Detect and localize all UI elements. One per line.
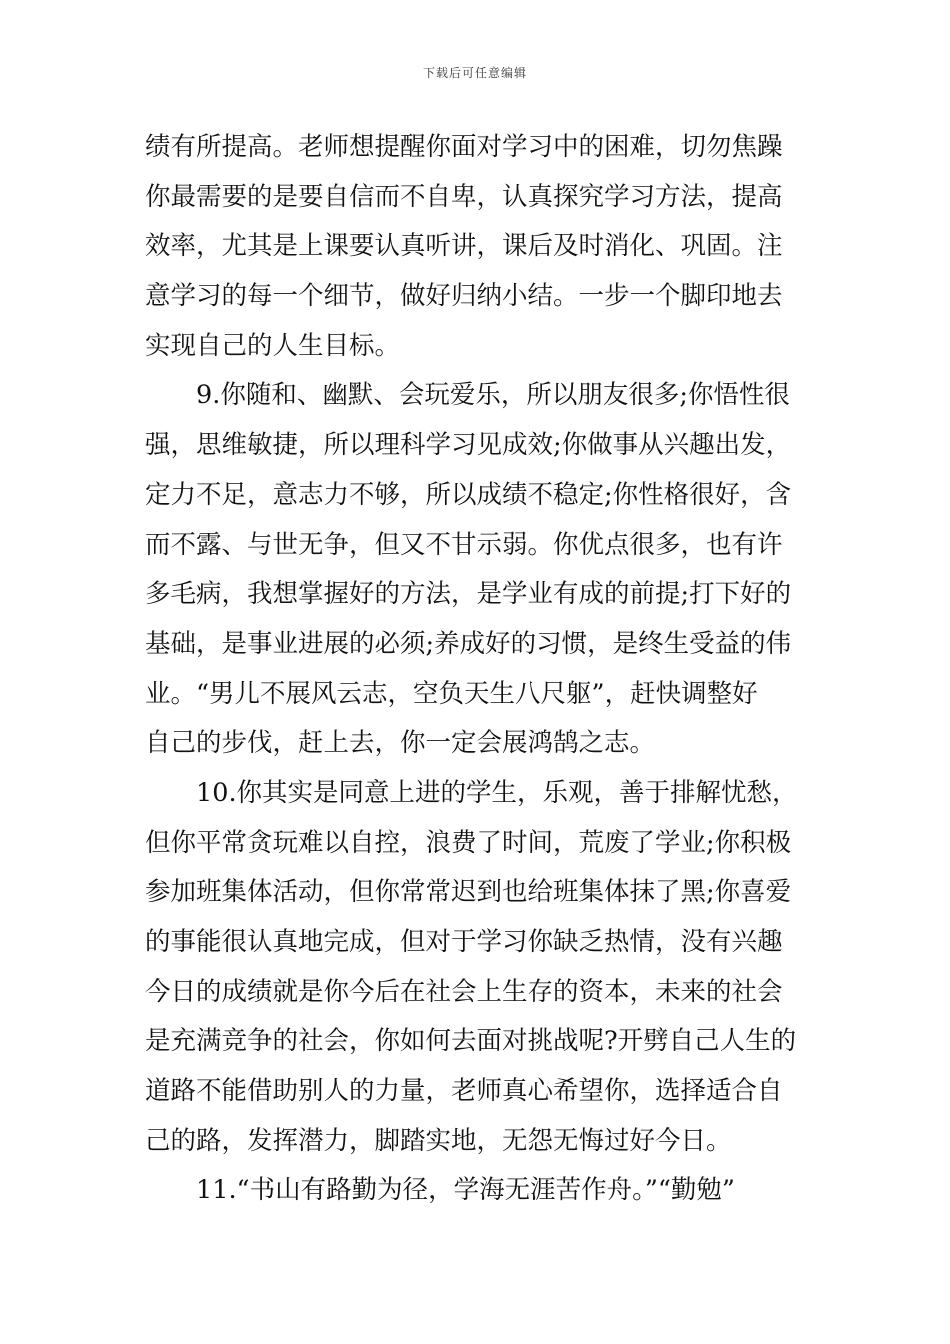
text-line: 己的路，发挥潜力，脚踏实地，无怨无悔过好今日。 bbox=[145, 1125, 732, 1156]
text-line: 自己的步伐，赶上去，你一定会展鸿鹄之志。 bbox=[145, 728, 656, 759]
text-line: 定力不足，意志力不够，所以成绩不稳定;你性格很好，含 bbox=[145, 479, 792, 510]
page-header: 下载后可任意编辑 bbox=[422, 66, 527, 80]
text-line: 今日的成绩就是你今后在社会上生存的资本，未来的社会 bbox=[145, 976, 783, 1007]
text-line: 业。“男儿不展风云志，空负天生八尺躯”，赶快调整好 bbox=[145, 678, 758, 709]
text-line: 你最需要的是要自信而不自卑，认真探究学习方法，提高 bbox=[145, 181, 783, 212]
paragraph-10-start: 10.你其实是同意上进的学生，乐观，善于排解忧愁， bbox=[196, 777, 798, 808]
text-line: 绩有所提高。老师想提醒你面对学习中的困难，切勿焦躁 bbox=[145, 132, 783, 162]
text-line: 实现自己的人生目标。 bbox=[145, 330, 401, 361]
paragraph-11-start: 11.“书山有路勤为径，学海无涯苦作舟。”“勤勉” bbox=[196, 1175, 735, 1206]
text-line: 参加班集体活动，但你常常迟到也给班集体抹了黑;你喜爱 bbox=[145, 877, 792, 908]
text-line: 基础，是事业进展的必须;养成好的习惯，是终生受益的伟 bbox=[145, 628, 792, 659]
text-line: 而不露、与世无争，但又不甘示弱。你优点很多，也有许 bbox=[145, 529, 783, 560]
text-line: 强，思维敏捷，所以理科学习见成效;你做事从兴趣出发， bbox=[145, 430, 792, 461]
text-line: 道路不能借助别人的力量，老师真心希望你，选择适合自 bbox=[145, 1076, 783, 1107]
paragraph-9-start: 9.你随和、幽默、会玩爱乐，所以朋友很多;你悟性很 bbox=[196, 380, 790, 411]
text-line: 多毛病，我想掌握好的方法，是学业有成的前提;打下好的 bbox=[145, 579, 792, 610]
text-line: 是充满竞争的社会，你如何去面对挑战呢?开劈自己人生的 bbox=[145, 1026, 797, 1057]
text-line: 意学习的每一个细节，做好归纳小结。一步一个脚印地去 bbox=[145, 281, 783, 312]
text-line: 效率，尤其是上课要认真听讲，课后及时消化、巩固。注 bbox=[145, 231, 783, 262]
text-line: 但你平常贪玩难以自控，浪费了时间，荒废了学业;你积极 bbox=[145, 827, 792, 858]
text-line: 的事能很认真地完成，但对于学习你缺乏热情，没有兴趣 bbox=[145, 927, 783, 957]
document-body bbox=[145, 123, 810, 1216]
